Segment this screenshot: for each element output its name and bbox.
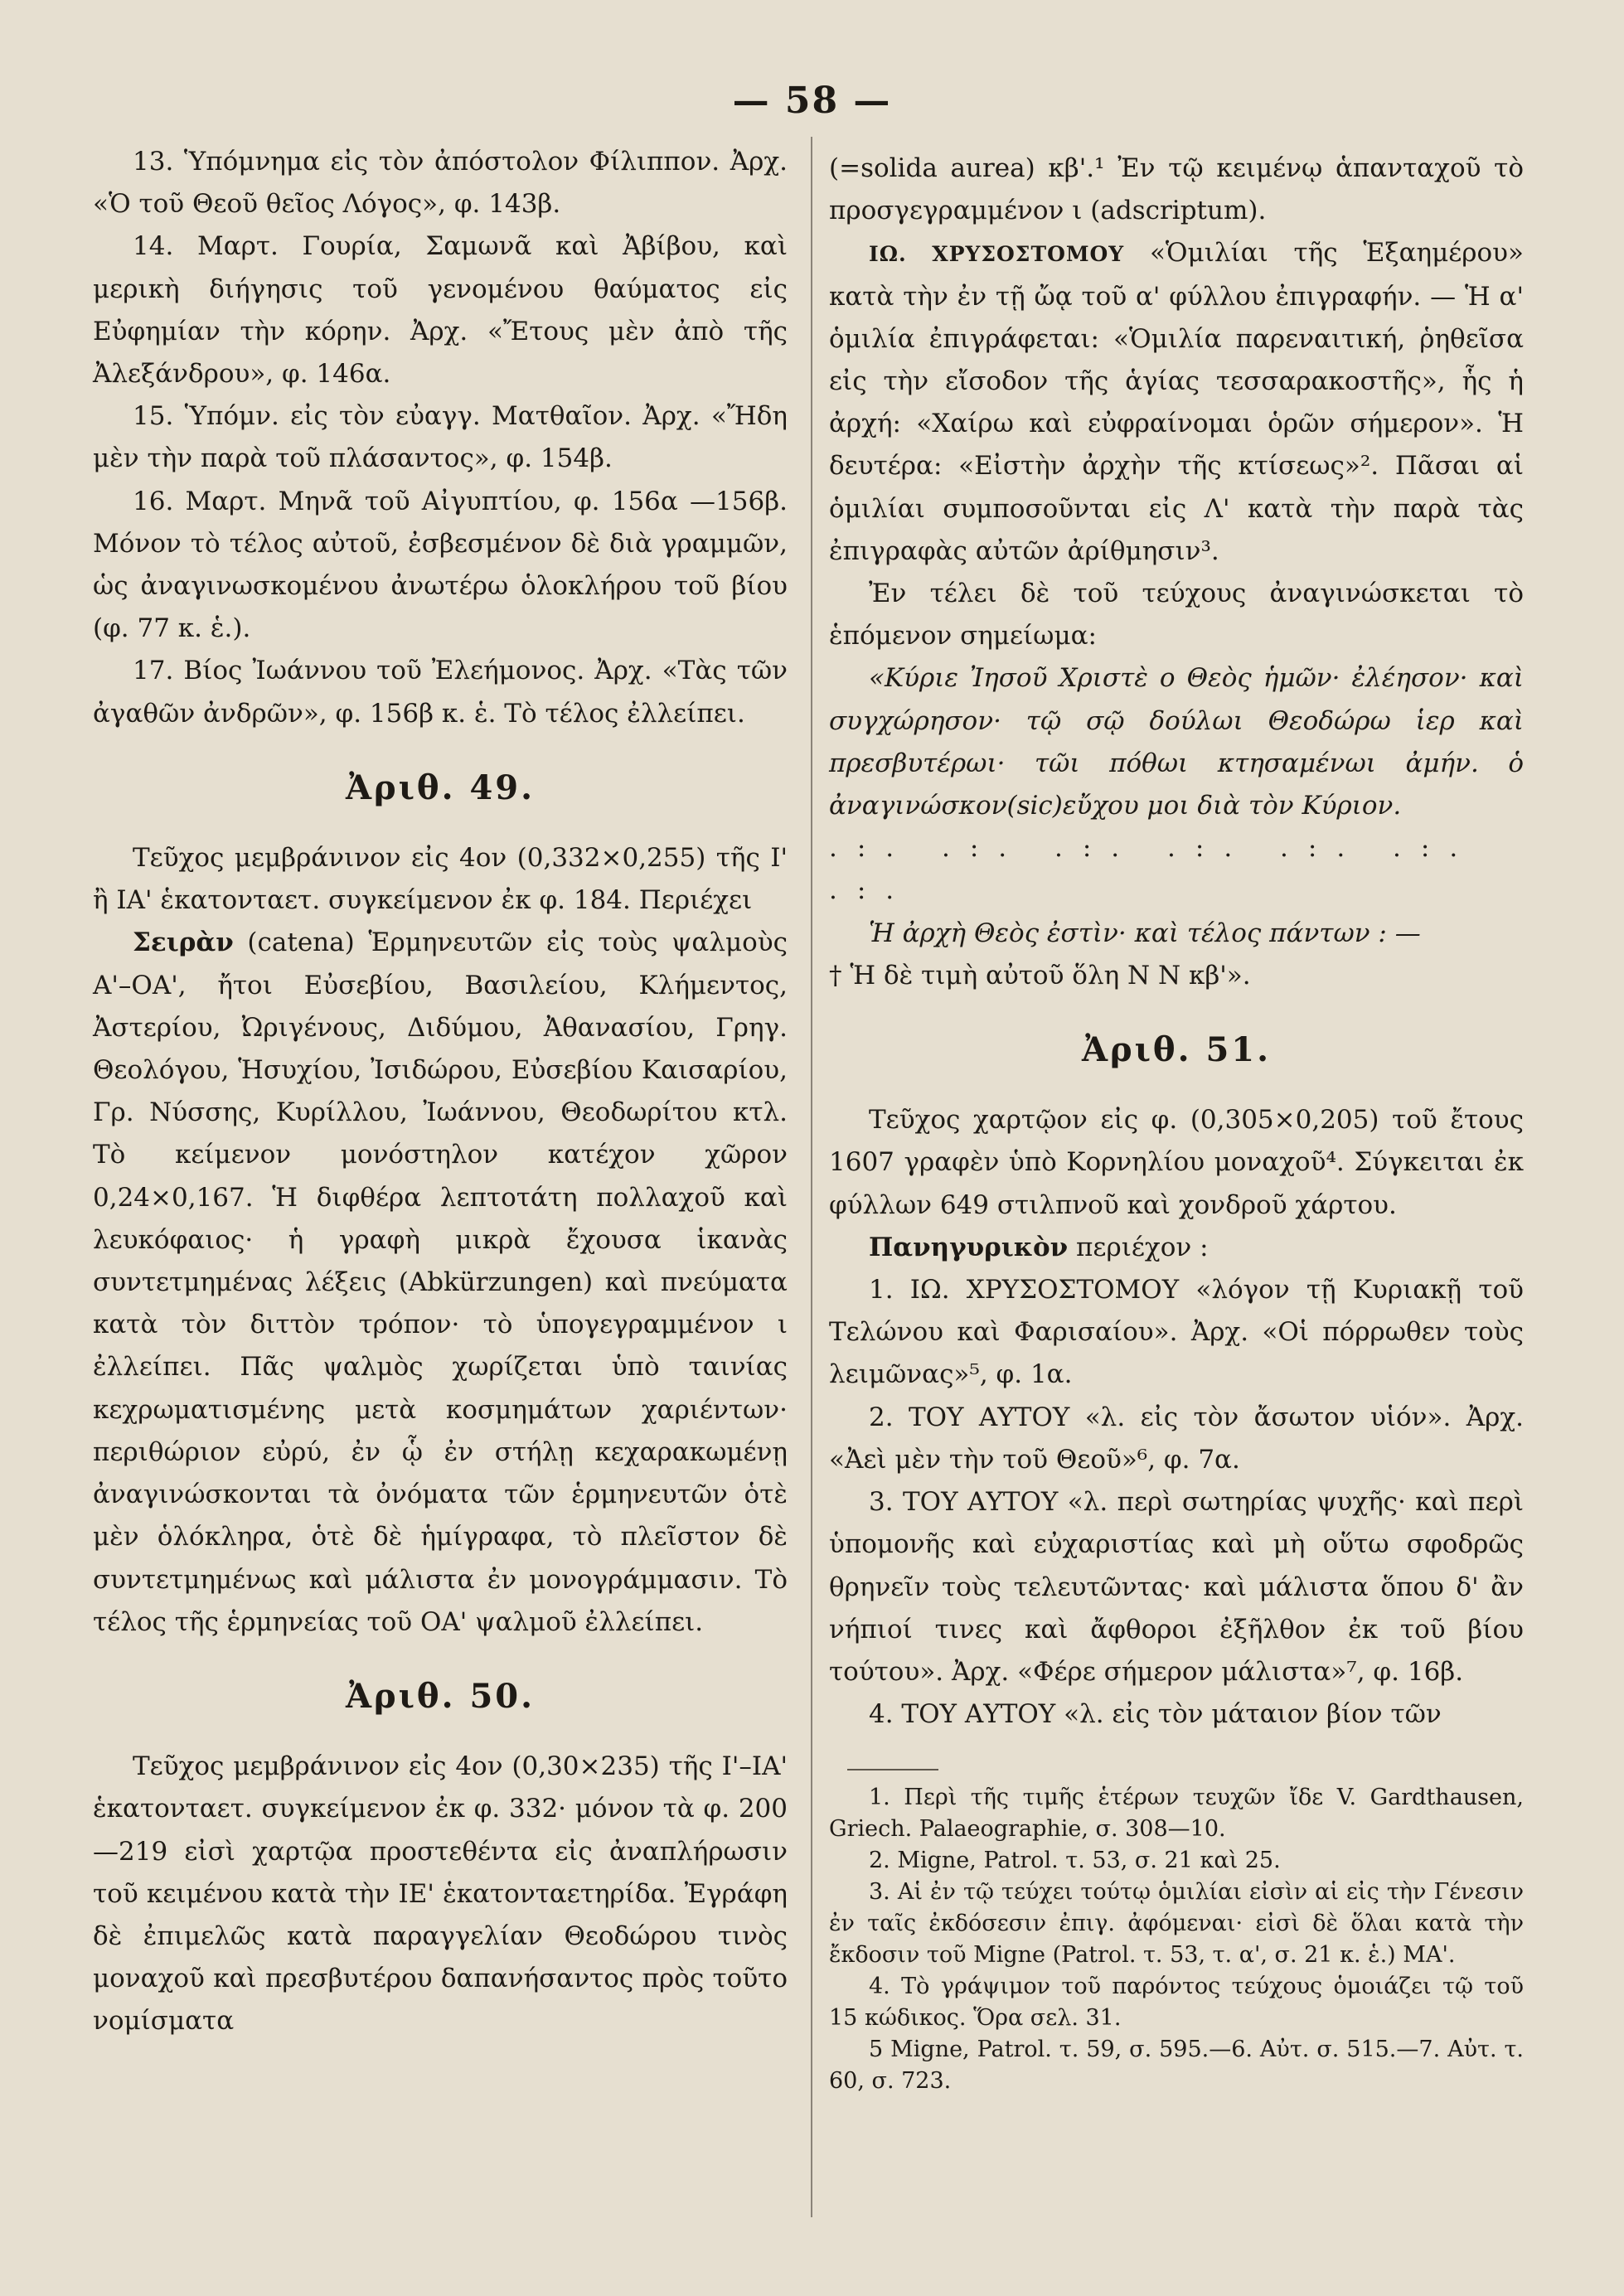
ms51-item-2: 2. ΤΟΥ ΑΥΤΟΥ «λ. εἰς τὸν ἄσωτον υἱόν». Ἀρχ. «Ἀεὶ μὲν τὴν τοῦ Θεοῦ»⁶, φ. 7α. bbox=[829, 1402, 1524, 1475]
footnote-3: 3. Αἱ ἐν τῷ τεύχει τούτῳ ὁμιλίαι εἰσὶν αἱ εἰς τὴν Γένεσιν ἐν ταῖς ἐκδόσεσιν ἐπιγ. ἀφόμεναι· εἰσὶ δὲ ὅλαι κατὰ τὴν ἔκδοσιν τοῦ Migne (Patrol. τ. 53, τ. α', σ. 21 κ. ἑ.) ΜΑ'. bbox=[829, 1879, 1524, 1969]
continuation-text: (=solida aurea) κβ'.¹ Ἐν τῷ κειμένῳ ἁπανταχοῦ τὸ προσγεγραμμένον ι (adscriptum). bbox=[829, 153, 1524, 226]
heading-49: Ἀριθ. 49. bbox=[345, 768, 536, 807]
ms49-description: Τεῦχος μεμβράνινον εἰς 4ον (0,332×0,255) τῆς Ι' ἢ ΙΑ' ἑκατονταετ. συγκείμενον ἐκ φ. 184. Περιέχει bbox=[93, 843, 788, 916]
colophon-text: «Κύριε Ἰησοῦ Χριστὲ ο Θεὸς ἡμῶν· ἐλέησον· καὶ συγχώρησον· τῷ σῷ δούλωι Θεοδώρω ἱερ καὶ πρεσβυτέρωι· τῶι πόθωι κτησαμένωι ἀμήν. ὁ ἀναγινώσκον(sic)εὔχου μοι διὰ τὸν Κύριον. bbox=[829, 663, 1524, 821]
column-divider bbox=[811, 137, 812, 2217]
footnote-2: 2. Migne, Patrol. τ. 53, σ. 21 καὶ 25. bbox=[869, 1848, 1281, 1874]
chrysostom-text: «Ὁμιλίαι τῆς Ἑξαημέρου» κατὰ τὴν ἐν τῇ ὤᾳ τοῦ α' φύλλου ἐπιγραφήν. — Ἡ α' ὁμιλία ἐπιγράφεται: «Ὁμιλία παρεναιτική, ῥηθεῖσα εἰς τὴν εἴσοδον τῆς ἁγίας τεσσαρακοστῆς», ἧς ἡ ἀρχή: «Χαίρω καὶ εὐφραίνομαι ὁρῶν σήμερον». Ἡ δευτέρα: «Εἰστὴν ἀρχὴν τῆς κτίσεως»². Πᾶσαι αἱ ὁμιλίαι συμποσοῦνται εἰς Λ' κατὰ τὴν παρὰ τὰς ἐπιγραφὰς αὐτῶν ἀρίθμησιν³. bbox=[829, 238, 1524, 566]
ms51-item-1: 1. ΙΩ. ΧΡΥΣΟΣΤΟΜΟΥ «λόγον τῇ Κυριακῇ τοῦ Τελώνου καὶ Φαρισαίου». Ἀρχ. «Οἱ πόρρωθεν τοὺς λειμῶνας»⁵, φ. 1α. bbox=[829, 1275, 1524, 1390]
ms51-item-4: 4. ΤΟΥ ΑΥΤΟΥ «λ. εἰς τὸν μάταιον βίον τῶν bbox=[869, 1699, 1442, 1730]
entry-14: 14. Μαρτ. Γουρία, Σαμωνᾶ καὶ Ἀβίβου, καὶ μερικὴ διήγησις τοῦ γενομένου θαύματος εἰς Εὐφημίαν τὴν κόρην. Ἀρχ. «Ἔτους μὲν ἀπὸ τῆς Ἀλεξάνδρου», φ. 146α. bbox=[93, 231, 788, 390]
ms49-contents bbox=[93, 922, 788, 1643]
ornament-dots: .:. .:. .:. .:. .:. .:. .:. bbox=[829, 833, 1478, 906]
chrysostom-entry bbox=[829, 232, 1524, 573]
footnote-5: 5 Migne, Patrol. τ. 59, σ. 595.—6. Αὐτ. σ. 515.—7. Αὐτ. τ. 60, σ. 723. bbox=[829, 2037, 1524, 2095]
left-column bbox=[93, 141, 788, 2043]
colophon-arch: Ἡ ἀρχὴ Θεὸς ἐστὶν· καὶ τέλος πάντων : — bbox=[869, 918, 1421, 948]
chrysostom-lead: ΙΩ. ΧΡΥΣΟΣΤΟΜΟΥ bbox=[869, 242, 1125, 267]
ms51-description: Τεῦχος χαρτῷον εἰς φ. (0,305×0,205) τοῦ ἔτους 1607 γραφὲν ὑπὸ Κορνηλίου μοναχοῦ⁴. Σύγκειται ἐκ φύλλων 649 στιλπνοῦ καὶ χονδροῦ χάρτου. bbox=[829, 1105, 1524, 1220]
entry-16: 16. Μαρτ. Μηνᾶ τοῦ Αἰγυπτίου, φ. 156α —156β. Μόνον τὸ τέλος αὐτοῦ, ἐσβεσμένον δὲ διὰ γραμμῶν, ὡς ἀναγινωσκομένου ἀνωτέρω ὁλοκλήρου τοῦ βίου (φ. 77 κ. ἑ.). bbox=[93, 486, 788, 644]
colophon-cross: † Ἡ δὲ τιμὴ αὐτοῦ ὅλη Ν Ν κβ'». bbox=[829, 960, 1251, 991]
heading-50: Ἀριθ. 50. bbox=[345, 1676, 536, 1716]
heading-51: Ἀριθ. 51. bbox=[1081, 1030, 1272, 1070]
footnote-rule bbox=[847, 1769, 938, 1770]
footnote-1: 1. Περὶ τῆς τιμῆς ἑτέρων τευχῶν ἴδε V. Gardthausen, Griech. Palaeographie, σ. 308—10. bbox=[829, 1785, 1524, 1843]
ms51-lead: Πανηγυρικὸν bbox=[869, 1232, 1069, 1262]
right-column bbox=[829, 148, 1524, 2097]
ms49-contents-text: (catena) Ἑρμηνευτῶν εἰς τοὺς ψαλμοὺς Α'–ΟΑ', ἤτοι Εὐσεβίου, Βασιλείου, Κλήμεντος, Ἀστερίου, Ὠριγένους, Διδύμου, Ἀθανασίου, Γρηγ. Θεολόγου, Ἡσυχίου, Ἰσιδώρου, Εὐσεβίου Καισαρίου, Γρ. Νύσσης, Κυρίλλου, Ἰωάννου, Θεοδωρίτου κτλ. Τὸ κείμενον μονόστηλον κατέχον χῶρον 0,24×0,167. Ἡ διφθέρα λεπτοτάτη πολλαχοῦ καὶ λευκόφαιος· ἡ γραφὴ μικρὰ ἔχουσα ἱκανὰς συντετμημένας λέξεις (Abkürzungen) καὶ πνεύματα κατὰ τὸν διττὸν τρόπον· τὸ ὑπογεγραμμένον ι ἐλλείπει. Πᾶς ψαλμὸς χωρίζεται ὑπὸ ταινίας κεχρωματισμένης μετὰ κοσμημάτων χαριέντων· περιθώριον εὐρύ, ἐν ᾧ ἐν στήλῃ κεχαρακωμένῃ ἀναγινώσκονται τὰ ὀνόματα τῶν ἑρμηνευτῶν ὁτὲ μὲν ὁλόκληρα, ὁτὲ δὲ ἡμίγραφα, τὸ πλεῖστον δὲ συντετμημένως καὶ μάλιστα ἐν μονογράμμασιν. Τὸ τέλος τῆς ἑρμηνείας τοῦ ΟΑ' ψαλμοῦ ἐλλείπει. bbox=[93, 928, 788, 1637]
ms50-description: Τεῦχος μεμβράνινον εἰς 4ον (0,30×235) τῆς Ι'–ΙΑ' ἑκατονταετ. συγκείμενον ἐκ φ. 332· μόνον τὰ φ. 200—219 εἰσὶ χαρτῷα προστεθέντα εἰς ἀναπλήρωσιν τοῦ κειμένου κατὰ τὴν ΙΕ' ἑκατονταετηρίδα. Ἐγράφη δὲ ἐπιμελῶς κατὰ παραγγελίαν Θεοδώρου τινὸς μοναχοῦ καὶ πρεσβυτέρου δαπανήσαντος πρὸς τοῦτο νομίσματα bbox=[93, 1751, 788, 2037]
entry-17: 17. Βίος Ἰωάννου τοῦ Ἐλεήμονος. Ἀρχ. «Τὰς τῶν ἀγαθῶν ἀνδρῶν», φ. 156β κ. ἑ. Τὸ τέλος ἐλλείπει. bbox=[93, 656, 788, 729]
ms49-lead: Σειρὰν bbox=[133, 928, 234, 958]
ms51-contents bbox=[829, 1227, 1524, 1269]
footnote-4: 4. Τὸ γράψιμον τοῦ παρόντος τεύχους ὁμοιάζει τῷ τοῦ 15 κώδικος. Ὅρα σελ. 31. bbox=[829, 1974, 1524, 2032]
page-number: — 58 — bbox=[732, 80, 892, 122]
ms51-item-3: 3. ΤΟΥ ΑΥΤΟΥ «λ. περὶ σωτηρίας ψυχῆς· καὶ περὶ ὑπομονῆς καὶ εὐχαριστίας καὶ μὴ οὕτω σφοδρῶς θρηνεῖν τοὺς τελευτῶντας· καὶ μάλιστα ὅπου δ' ἂν νήπιοί τινες καὶ ἄφθοροι ἐξῆλθον ἐκ τοῦ βίου τούτου». Ἀρχ. «Φέρε σήμερον μάλιστα»⁷, φ. 16β. bbox=[829, 1487, 1524, 1687]
ms51-contents-text: περιέχον : bbox=[1068, 1232, 1209, 1262]
colophon-intro: Ἐν τέλει δὲ τοῦ τεύχους ἀναγινώσκεται τὸ ἑπόμενον σημείωμα: bbox=[829, 579, 1524, 652]
entry-13: 13. Ὑπόμνημα εἰς τὸν ἀπόστολον Φίλιππον. Ἀρχ. «Ὁ τοῦ Θεοῦ θεῖος Λόγος», φ. 143β. bbox=[93, 147, 788, 220]
entry-15: 15. Ὑπόμν. εἰς τὸν εὐαγγ. Ματθαῖον. Ἀρχ. «Ἤδη μὲν τὴν παρὰ τοῦ πλάσαντος», φ. 154β. bbox=[93, 401, 788, 474]
